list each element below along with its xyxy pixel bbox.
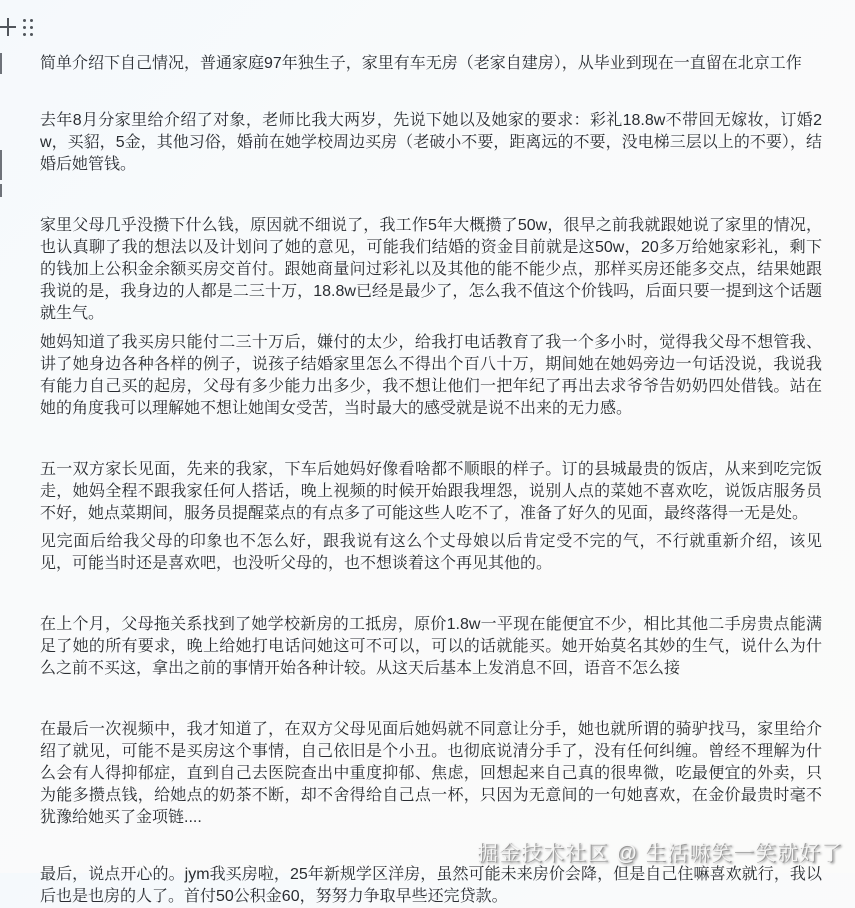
plus-icon — [0, 18, 16, 36]
paragraph[interactable]: 在最后一次视频中，我才知道了，在双方父母见面后她妈就不同意让分手，她也就所谓的骑驴找马，家里给介绍了就见，可能不是买房这个事情，自己依旧是个小丑。也彻底说清分手了，没有任何纠缠。曾经不理解为什么会有人得抑郁症，直到自己去医院查出中重度抑郁、焦虑，回想起来自己真的很卑微，吃最便宜的外卖，只为能多攒点钱，给她点的奶茶不断，却不舍得给自己点一杯，只因为无意间的一句她喜欢，在金价最贵时毫不犹豫给她买了金项链.... — [40, 721, 822, 826]
paragraph[interactable]: 最后，说点开心的。jym我买房啦，25年新规学区洋房，虽然可能未来房价会降，但是自己住嘛喜欢就行，我以后也是也房的人了。首付50公积金60，努努力争取早些还完贷款。 — [40, 866, 822, 905]
drag-handle[interactable] — [23, 18, 35, 36]
drag-handle-icon — [23, 19, 35, 36]
paragraph[interactable]: 见完面后给我父母的印象也不怎么好，跟我说有这么个丈母娘以后肯定受不完的气，不行就重新介绍，该见见，可能当时还是喜欢吧，也没听父母的，也不想谈着这个再见其他的。 — [40, 533, 822, 572]
crop-artifact — [0, 150, 2, 180]
paragraph[interactable]: 在上个月，父母拖关系找到了她学校新房的工抵房，原价1.8w一平现在能便宜不少，相比其他二手房贵点能满足了她的所有要求，晚上给她打电话问她这可不可以，可以的话就能买。她开始莫名其妙的生气，说什么为什么之前不买这，拿出之前的事情开始各种计较。从这天后基本上发消息不回，语音不怎么接 — [40, 616, 822, 677]
crop-artifact — [0, 53, 2, 74]
paragraph[interactable]: 她妈知道了我买房只能付二三十万后，嫌付的太少，给我打电话教育了我一个多小时，觉得我父母不想管我、讲了她身边各种各样的例子，说孩子结婚家里怎么不得出个百八十万，期间她在她妈旁边一句话没说，我说我有能力自己买的起房，父母有多少能力出多少，我不想让他们一把年纪了再出去求爷爷告奶奶四处借钱。站在她的角度我可以理解她不想让她闺女受苦，当时最大的感受就是说不出来的无力感。 — [40, 334, 822, 417]
crop-artifact — [0, 184, 2, 197]
document-body[interactable] — [40, 53, 822, 908]
paragraph[interactable]: 去年8月分家里给介绍了对象，老师比我大两岁，先说下她以及她家的要求：彩礼18.8w不带回无嫁妆，订婚2w，买貂，5金，其他习俗，婚前在她学校周边买房（老破小不要，距离远的不要，没电梯三层以上的不要），结婚后她管钱。 — [40, 112, 822, 173]
add-block-button[interactable] — [0, 17, 17, 36]
paragraph[interactable]: 简单介绍下自己情况，普通家庭97年独生子，家里有车无房（老家自建房），从毕业到现在一直留在北京工作 — [40, 55, 802, 72]
watermark: 掘金技术社区 @ 生活嘛笑一笑就好了 — [477, 842, 843, 865]
paragraph[interactable]: 五一双方家长见面，先来的我家，下车后她妈好像看啥都不顺眼的样子。订的县城最贵的饭店，从来到吃完饭走，她妈全程不跟我家任何人搭话，晚上视频的时候开始跟我埋怨，说别人点的菜她不喜欢吃，说饭店服务员不好，她点菜期间，服务员提醒菜点的有点多了可能这些人吃不了，准备了好久的见面，最终落得一无是处。 — [40, 461, 822, 522]
paragraph[interactable]: 家里父母几乎没攒下什么钱，原因就不细说了，我工作5年大概攒了50w，很早之前我就跟她说了家里的情况，也认真聊了我的想法以及计划问了她的意见，可能我们结婚的资金目前就是这50w，20多万给她家彩礼，剩下的钱加上公积金余额买房交首付。跟她商量问过彩礼以及其他的能不能少点，那样买房还能多交点，结果她跟我说的是，我身边的人都是二三十万，18.8w已经是最少了，怎么我不值这个价钱吗，后面只要一提到这个话题就生气。 — [40, 217, 822, 322]
